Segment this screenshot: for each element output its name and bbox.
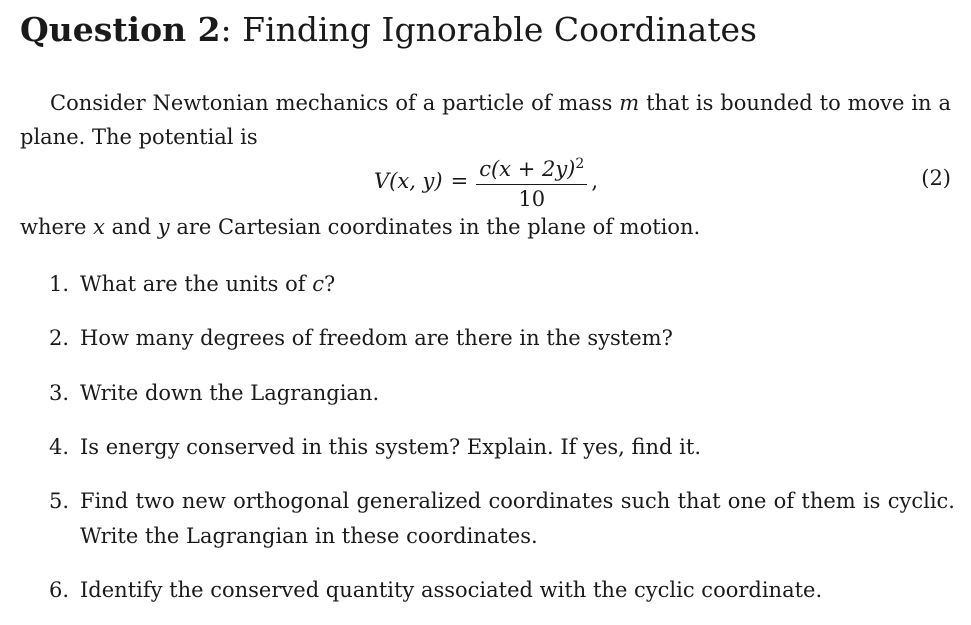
- y-variable: y: [157, 215, 170, 239]
- and-text: and: [104, 215, 158, 239]
- list-item: [49, 267, 955, 302]
- item-number: 6.: [49, 578, 70, 602]
- item-text: How many degrees of freedom are there in the system?: [80, 326, 673, 350]
- potential-equation: [0, 150, 971, 212]
- item-number: 1.: [49, 272, 70, 296]
- equation-number: (2): [921, 166, 951, 190]
- item-number: 4.: [49, 435, 70, 459]
- coordinates-text: are Cartesian coordinates in the plane of motion.: [169, 215, 701, 239]
- intro-paragraph: [20, 86, 951, 154]
- intro-text-a: Consider Newtonian mechanics of a particle of mass: [50, 91, 620, 115]
- item-number: 3.: [49, 381, 70, 405]
- item-text: Write down the Lagrangian.: [80, 381, 380, 405]
- list-item: [49, 573, 955, 608]
- item-text: Find two new orthogonal generalized coordinates such that one of them is cyclic. Write the Lagrangian in these coordinates.: [80, 489, 955, 548]
- coordinates-sentence: [20, 210, 951, 244]
- list-item: [49, 321, 955, 356]
- item-number: 5.: [49, 489, 70, 513]
- equation-lhs: V(x, y): [374, 169, 443, 193]
- question-title: Finding Ignorable Coordinates: [242, 10, 757, 49]
- question-number: Question 2: [20, 10, 221, 49]
- list-item: [49, 484, 955, 554]
- fraction-numerator: [476, 151, 587, 185]
- where-text: where: [20, 215, 94, 239]
- list-item: [49, 430, 955, 465]
- numerator-expression: c(x + 2y): [479, 157, 576, 181]
- item-text-a: What are the units of: [80, 272, 313, 296]
- numerator-exponent: 2: [575, 156, 585, 172]
- item-text: Is energy conserved in this system? Explain. If yes, find it.: [80, 435, 701, 459]
- item-text-end: ?: [324, 272, 336, 296]
- mass-variable: m: [619, 91, 640, 115]
- question-heading: [20, 8, 757, 52]
- fraction-denominator: 10: [518, 187, 546, 211]
- heading-separator: :: [220, 10, 232, 49]
- fraction: [476, 151, 587, 211]
- x-variable: x: [93, 215, 105, 239]
- item-text: [80, 267, 955, 302]
- c-variable: c: [312, 272, 324, 296]
- equation-body: [374, 150, 598, 212]
- equation-comma: ,: [591, 169, 598, 193]
- item-number: 2.: [49, 326, 70, 350]
- item-text: Identify the conserved quantity associated with the cyclic coordinate.: [80, 578, 823, 602]
- intro-text-b: that is bounded to move in a plane. The potential is: [20, 91, 951, 149]
- equals-sign: =: [450, 169, 469, 193]
- list-item: [49, 376, 955, 411]
